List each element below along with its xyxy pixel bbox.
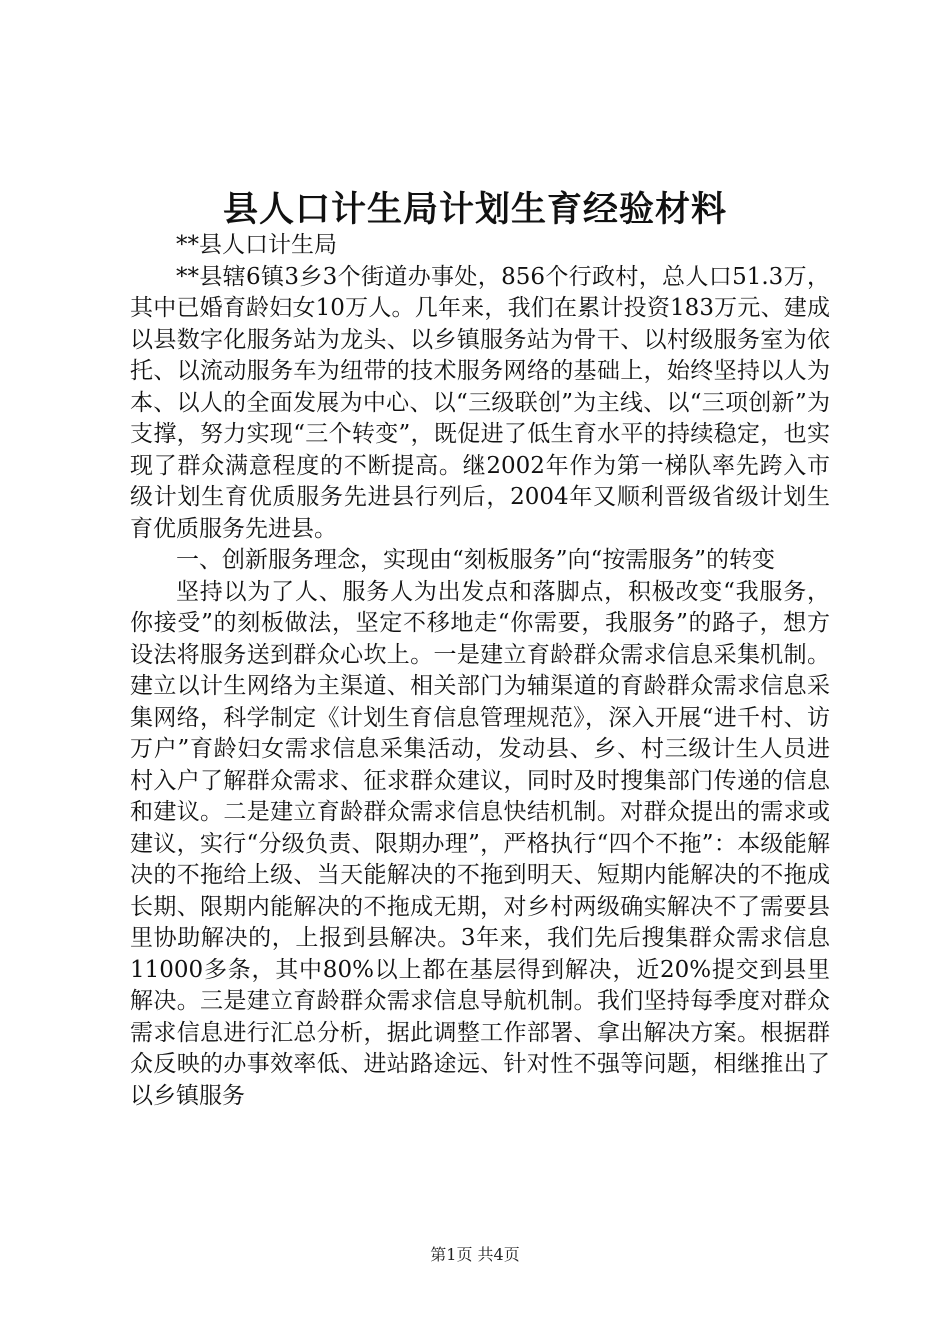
body-paragraph: 坚持以为了人、服务人为出发点和落脚点，积极改变“我服务，你接受”的刻板做法，坚定不移地走“你需要，我服务”的路子，想方设法将服务送到群众心坎上。一是建立育龄群众需求信息采集机制。建立以计生网络为主渠道、相关部门为辅渠道的育龄群众需求信息采集网络，科学制定《计划生育信息管理规范》，深入开展“进千村、访万户”育龄妇女需求信息采集活动，发动县、乡、村三级计生人员进村入户了解群众需求、征求群众建议，同时及时搜集部门传递的信息和建议。二是建立育龄群众需求信息快结机制。对群众提出的需求或建议，实行“分级负责、限期办理”，严格执行“四个不拖”：本级能解决的不拖给上级、当天能解决的不拖到明天、短期内能解决的不拖成长期、限期内能解决的不拖成无期，对乡村两级确实解决不了需要县里协助解决的，上报到县解决。3年来，我们先后搜集群众需求信息11000多条，其中80%以上都在基层得到解决，近20%提交到县里解决。三是建立育龄群众需求信息导航机制。我们坚持每季度对群众需求信息进行汇总分析，据此调整工作部署、拿出解决方案。根据群众反映的办事效率低、进站路途远、针对性不强等问题，相继推出了以乡镇服务 (130, 578, 830, 1109)
page-number-footer: 第1页 共4页 (430, 1245, 520, 1264)
author-line: **县人口计生局 (176, 232, 337, 258)
document-body (130, 230, 830, 1112)
section-heading: 一、创新服务理念，实现由“刻板服务”向“按需服务”的转变 (176, 547, 776, 573)
body-paragraph: **县辖6镇3乡3个街道办事处，856个行政村，总人口51.3万，其中已婚育龄妇女10万人。几年来，我们在累计投资183万元、建成以县数字化服务站为龙头、以乡镇服务站为骨干、以村级服务室为依托、以流动服务车为纽带的技术服务网络的基础上，始终坚持以人为本、以人的全面发展为中心、以“三级联创”为主线、以“三项创新”为支撑，努力实现“三个转变”，既促进了低生育水平的持续稳定，也实现了群众满意程度的不断提高。继2002年作为第一梯队率先跨入市级计划生育优质服务先进县行列后，2004年又顺利晋级省级计划生育优质服务先进县。 (130, 263, 830, 542)
document-title: 县人口计生局计划生育经验材料 (222, 189, 727, 230)
